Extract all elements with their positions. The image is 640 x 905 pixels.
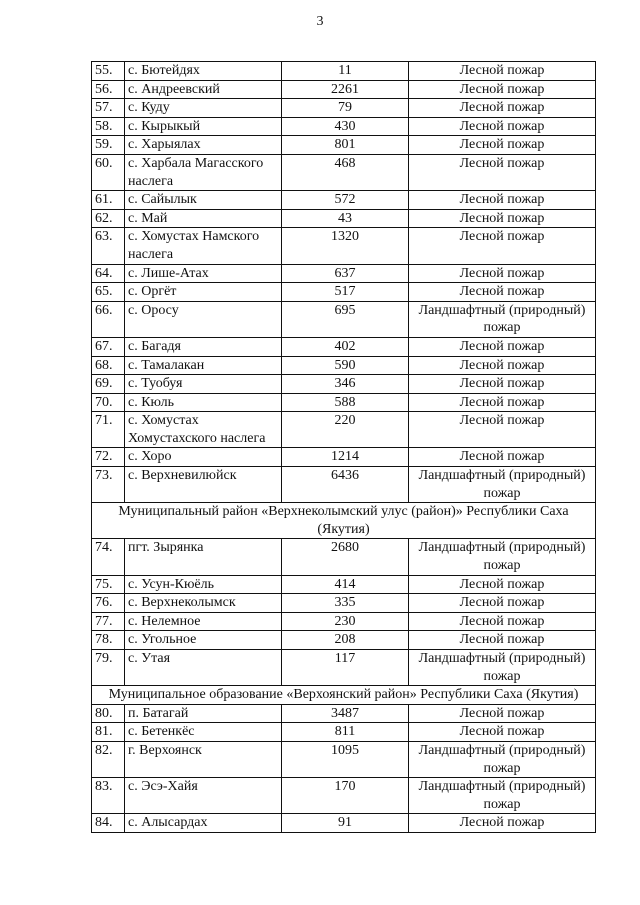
settlement-name: пгт. Зырянка: [125, 539, 282, 575]
area-value: 220: [282, 412, 409, 448]
settlement-name: с. Багадя: [125, 337, 282, 356]
area-value: 335: [282, 594, 409, 613]
table-row: [92, 650, 596, 686]
fire-type: Ландшафтный (природный) пожар: [409, 778, 596, 814]
area-value: 117: [282, 650, 409, 686]
table-row: [92, 62, 596, 81]
fire-type: Лесной пожар: [409, 62, 596, 81]
settlement-name: с. Хоро: [125, 448, 282, 467]
settlement-name: с. Туобуя: [125, 375, 282, 394]
settlement-name: с. Алысардах: [125, 814, 282, 833]
table-row: [92, 191, 596, 210]
row-number: 72.: [92, 448, 125, 467]
table-body: [92, 62, 596, 833]
fire-type: Лесной пожар: [409, 393, 596, 412]
fire-type: Лесной пожар: [409, 191, 596, 210]
area-value: 208: [282, 631, 409, 650]
page-number: 3: [316, 14, 324, 29]
section-title: Муниципальный район «Верхнеколымский улус (район)» Республики Саха (Якутия): [92, 503, 596, 539]
area-value: 11: [282, 62, 409, 81]
fire-type: Ландшафтный (природный) пожар: [409, 650, 596, 686]
fire-type: Лесной пожар: [409, 575, 596, 594]
fire-type: Лесной пожар: [409, 375, 596, 394]
table-row: [92, 117, 596, 136]
row-number: 67.: [92, 337, 125, 356]
table-row: [92, 594, 596, 613]
settlement-name: с. Бютейдях: [125, 62, 282, 81]
section-header-row: [92, 686, 596, 705]
fire-type: Лесной пожар: [409, 117, 596, 136]
table-row: [92, 412, 596, 448]
row-number: 62.: [92, 209, 125, 228]
settlement-name: с. Угольное: [125, 631, 282, 650]
section-header-row: [92, 503, 596, 539]
area-value: 468: [282, 154, 409, 190]
settlement-name: с. Оргёт: [125, 283, 282, 302]
settlement-name: с. Май: [125, 209, 282, 228]
settlements-table: [91, 61, 596, 833]
table-row: [92, 154, 596, 190]
settlement-name: с. Харбала Магасского наслега: [125, 154, 282, 190]
settlement-name: с. Куду: [125, 99, 282, 118]
settlement-name: г. Верхоянск: [125, 741, 282, 777]
row-number: 69.: [92, 375, 125, 394]
area-value: 1095: [282, 741, 409, 777]
area-value: 414: [282, 575, 409, 594]
table-row: [92, 209, 596, 228]
area-value: 91: [282, 814, 409, 833]
table-row: [92, 575, 596, 594]
row-number: 84.: [92, 814, 125, 833]
area-value: 517: [282, 283, 409, 302]
table-row: [92, 99, 596, 118]
area-value: 1320: [282, 228, 409, 264]
settlement-name: с. Сайылык: [125, 191, 282, 210]
row-number: 71.: [92, 412, 125, 448]
fire-type: Ландшафтный (природный) пожар: [409, 741, 596, 777]
fire-type: Ландшафтный (природный) пожар: [409, 467, 596, 503]
settlement-name: с. Оросу: [125, 301, 282, 337]
settlement-name: с. Лише-Атах: [125, 264, 282, 283]
fire-type: Лесной пожар: [409, 209, 596, 228]
settlement-name: с. Тамалакан: [125, 356, 282, 375]
area-value: 43: [282, 209, 409, 228]
fire-type: Лесной пожар: [409, 337, 596, 356]
row-number: 73.: [92, 467, 125, 503]
table-row: [92, 356, 596, 375]
fire-type: Ландшафтный (природный) пожар: [409, 539, 596, 575]
area-value: 637: [282, 264, 409, 283]
table-row: [92, 283, 596, 302]
area-value: 588: [282, 393, 409, 412]
fire-type: Лесной пожар: [409, 99, 596, 118]
settlement-name: с. Утая: [125, 650, 282, 686]
fire-type: Лесной пожар: [409, 612, 596, 631]
row-number: 78.: [92, 631, 125, 650]
row-number: 61.: [92, 191, 125, 210]
row-number: 59.: [92, 136, 125, 155]
settlement-name: с. Харыялах: [125, 136, 282, 155]
settlement-name: п. Батагай: [125, 704, 282, 723]
area-value: 2680: [282, 539, 409, 575]
table-row: [92, 704, 596, 723]
settlement-name: с. Эсэ-Хайя: [125, 778, 282, 814]
row-number: 65.: [92, 283, 125, 302]
table-row: [92, 467, 596, 503]
row-number: 83.: [92, 778, 125, 814]
row-number: 68.: [92, 356, 125, 375]
table-row: [92, 136, 596, 155]
table-row: [92, 393, 596, 412]
table-row: [92, 612, 596, 631]
fire-type: Лесной пожар: [409, 814, 596, 833]
settlement-name: с. Андреевский: [125, 80, 282, 99]
area-value: 811: [282, 723, 409, 742]
fire-type: Лесной пожар: [409, 80, 596, 99]
area-value: 79: [282, 99, 409, 118]
section-title: Муниципальное образование «Верхоянский район» Республики Саха (Якутия): [92, 686, 596, 705]
area-value: 430: [282, 117, 409, 136]
table-row: [92, 631, 596, 650]
row-number: 74.: [92, 539, 125, 575]
row-number: 58.: [92, 117, 125, 136]
area-value: 572: [282, 191, 409, 210]
table-row: [92, 814, 596, 833]
fire-type: Лесной пожар: [409, 136, 596, 155]
area-value: 1214: [282, 448, 409, 467]
table-row: [92, 80, 596, 99]
fire-type: Лесной пожар: [409, 723, 596, 742]
table-row: [92, 741, 596, 777]
row-number: 57.: [92, 99, 125, 118]
row-number: 64.: [92, 264, 125, 283]
area-value: 170: [282, 778, 409, 814]
row-number: 55.: [92, 62, 125, 81]
settlement-name: с. Бетенкёс: [125, 723, 282, 742]
fire-type: Лесной пожар: [409, 264, 596, 283]
settlement-name: с. Усун-Кюёль: [125, 575, 282, 594]
fire-type: Лесной пожар: [409, 228, 596, 264]
area-value: 801: [282, 136, 409, 155]
area-value: 2261: [282, 80, 409, 99]
settlement-name: с. Верхневилюйск: [125, 467, 282, 503]
row-number: 80.: [92, 704, 125, 723]
table-row: [92, 778, 596, 814]
row-number: 79.: [92, 650, 125, 686]
row-number: 66.: [92, 301, 125, 337]
fire-type: Лесной пожар: [409, 631, 596, 650]
settlement-name: с. Верхнеколымск: [125, 594, 282, 613]
settlement-name: с. Кюль: [125, 393, 282, 412]
fire-type: Лесной пожар: [409, 356, 596, 375]
row-number: 63.: [92, 228, 125, 264]
row-number: 81.: [92, 723, 125, 742]
table-row: [92, 375, 596, 394]
row-number: 76.: [92, 594, 125, 613]
settlement-name: с. Кырыкый: [125, 117, 282, 136]
area-value: 230: [282, 612, 409, 631]
row-number: 77.: [92, 612, 125, 631]
area-value: 695: [282, 301, 409, 337]
table-row: [92, 264, 596, 283]
fire-type: Лесной пожар: [409, 412, 596, 448]
table-row: [92, 723, 596, 742]
settlement-name: с. Нелемное: [125, 612, 282, 631]
fire-type: Лесной пожар: [409, 283, 596, 302]
fire-type: Лесной пожар: [409, 704, 596, 723]
settlement-name: с. Хомустах Намского наслега: [125, 228, 282, 264]
table-row: [92, 539, 596, 575]
area-value: 3487: [282, 704, 409, 723]
row-number: 75.: [92, 575, 125, 594]
fire-type: Лесной пожар: [409, 154, 596, 190]
area-value: 6436: [282, 467, 409, 503]
row-number: 60.: [92, 154, 125, 190]
row-number: 70.: [92, 393, 125, 412]
table-row: [92, 228, 596, 264]
fire-type: Лесной пожар: [409, 448, 596, 467]
row-number: 82.: [92, 741, 125, 777]
fire-type: Ландшафтный (природный) пожар: [409, 301, 596, 337]
fire-type: Лесной пожар: [409, 594, 596, 613]
row-number: 56.: [92, 80, 125, 99]
area-value: 590: [282, 356, 409, 375]
area-value: 402: [282, 337, 409, 356]
settlement-name: с. Хомустах Хомустахского наслега: [125, 412, 282, 448]
table-row: [92, 337, 596, 356]
table-row: [92, 448, 596, 467]
table-row: [92, 301, 596, 337]
area-value: 346: [282, 375, 409, 394]
